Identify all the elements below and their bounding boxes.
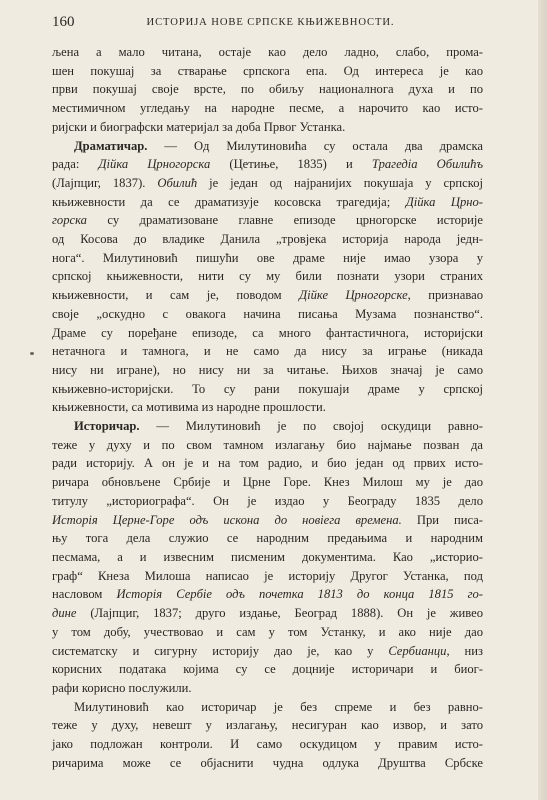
text-line: теже у духу, невешт у излагању, несигуран као извор, и зато	[52, 718, 483, 733]
text-line: местимичном угледању на народне песме, а нарочито као исто-	[52, 101, 483, 116]
text-line: граф“ Кнеза Милоша написао је историју Другог Устанка, под	[52, 568, 483, 583]
running-title: ИСТОРИЈА НОВЕ СРПСКЕ КЊИЖЕВНОСТИ.	[146, 17, 395, 28]
text-line: први покушај своје врсте, по обиљу националнога духа и по	[52, 82, 483, 97]
text-line: књижевности, и сам је, поводом Дійке Црногорске, признавао	[52, 288, 483, 303]
text-line: титулу „историографа“. Он је издао у Београду 1835 дело	[52, 493, 483, 508]
text-line: ричара обновљене Србије и Црне Горе. Кнез Милош му је дао	[52, 475, 483, 490]
text-line: Драматичар. — Од Милутиновића су остала два драмска	[74, 138, 483, 153]
text-line: јако подложан контроли. И само оскудицом у правим исто-	[52, 737, 483, 752]
section-heading-historian: Историчар.	[74, 419, 140, 434]
text-line: шен покушај за стварање српскога епа. Од интереса је као	[52, 63, 483, 78]
text-line: књижевности да се драматизује косовска трагедија; Дійка Црно-	[52, 194, 483, 209]
work-title: Дійка Црногорска	[98, 157, 211, 172]
text-line: песмама, а и извесним писменим документима. Као „историо-	[52, 549, 483, 564]
body-text	[52, 43, 483, 772]
text-line: од Косова до владике Данила „тровјека историја народа једн-	[52, 232, 483, 247]
text-line: рада: Дійка Црногорска (Цетиње, 1835) и Трагедіа Обилићъ	[52, 157, 483, 172]
page-header	[52, 14, 489, 36]
text-line: ријски и биографски материјал за доба Првог Устанка.	[52, 119, 346, 134]
work-title: Дійка Црно-	[405, 194, 483, 209]
work-title: Исторія Сербіе одъ почетка 1813 до конца 1815 го-	[116, 587, 483, 602]
work-title: Обилић	[157, 175, 198, 190]
text-line: рафи корисно послужили.	[52, 680, 192, 695]
text-line: ради историју. А он је и на том радио, и био један од првих исто-	[52, 456, 483, 471]
text-line: систематску и сигурну историју дао је, као у Сербианци, низ	[52, 643, 483, 658]
text-line: љена а мало читана, остаје као дело ладно, слабо, прома-	[52, 45, 483, 59]
text-line: корисних података којима су се доцније историчари и биог-	[52, 662, 483, 677]
text-line: нога“. Милутиновић пишући ове драме није имао узора у	[52, 250, 483, 265]
text-line: Исторія Церне-Горе одъ искона до новіега времена. При писа-	[52, 512, 483, 527]
text-line: књижевно-историјски. То су рани покушаји драме у српској	[52, 381, 483, 396]
text-line: Историчар. — Милутиновић је по својој оскудици равно-	[74, 419, 483, 434]
text-line: Драме су поређане епизоде, са много фантастичнога, историјски	[52, 325, 483, 340]
text-line: теже у духу и по свом тамном излагању био најмање позван да	[52, 437, 483, 452]
text-line: Милутиновић као историчар је без спреме и без равно-	[74, 699, 483, 714]
page-number: 160	[52, 14, 75, 30]
work-title: Трагедіа Обилићъ	[371, 157, 483, 172]
work-title: дине	[52, 606, 77, 621]
text-line: ричарима може се објаснити чудна одлука Друштва Србске	[52, 755, 483, 770]
text-line: нису ни игране), но нису ни за читање. Њихов значај је само	[52, 362, 483, 377]
text-line: дине (Лајпциг, 1837; друго издање, Београд 1888). Он је живео	[52, 606, 483, 621]
text-line: њу тога дела служио се народним предањима и народним	[52, 531, 483, 546]
section-heading-dramatist: Драматичар.	[74, 138, 148, 153]
text-line: (Лајпциг, 1837). Обилић је један од најранијих покушаја у српској	[52, 175, 484, 190]
work-title: Дійке Црногорске	[299, 288, 408, 303]
text-line: у том добу, учествовао и сам у том Устанку, и ако није дао	[52, 624, 483, 639]
text-line: насловом Исторія Сербіе одъ почетка 1813 до конца 1815 го-	[52, 587, 483, 602]
text-line: нетачнога и тамнога, и не само да нису за играње (никада	[52, 344, 483, 359]
text-line: своје „оскудно с овакога начина писања Музама познанство“.	[52, 306, 483, 321]
work-title: горска	[52, 213, 87, 228]
work-title: Сербианци	[388, 643, 447, 658]
page-edge-shadow	[538, 0, 547, 800]
text-line: српској књижевности, нити су му били познати узори страних	[52, 269, 483, 284]
text-line: књижевности, са мотивима из народне прошлости.	[52, 400, 326, 415]
margin-speck	[30, 352, 34, 355]
text-line: горска су драматизоване главне епизоде црногорске историје	[52, 213, 483, 228]
work-title: Исторія Церне-Горе одъ искона до новіега времена.	[52, 512, 402, 527]
